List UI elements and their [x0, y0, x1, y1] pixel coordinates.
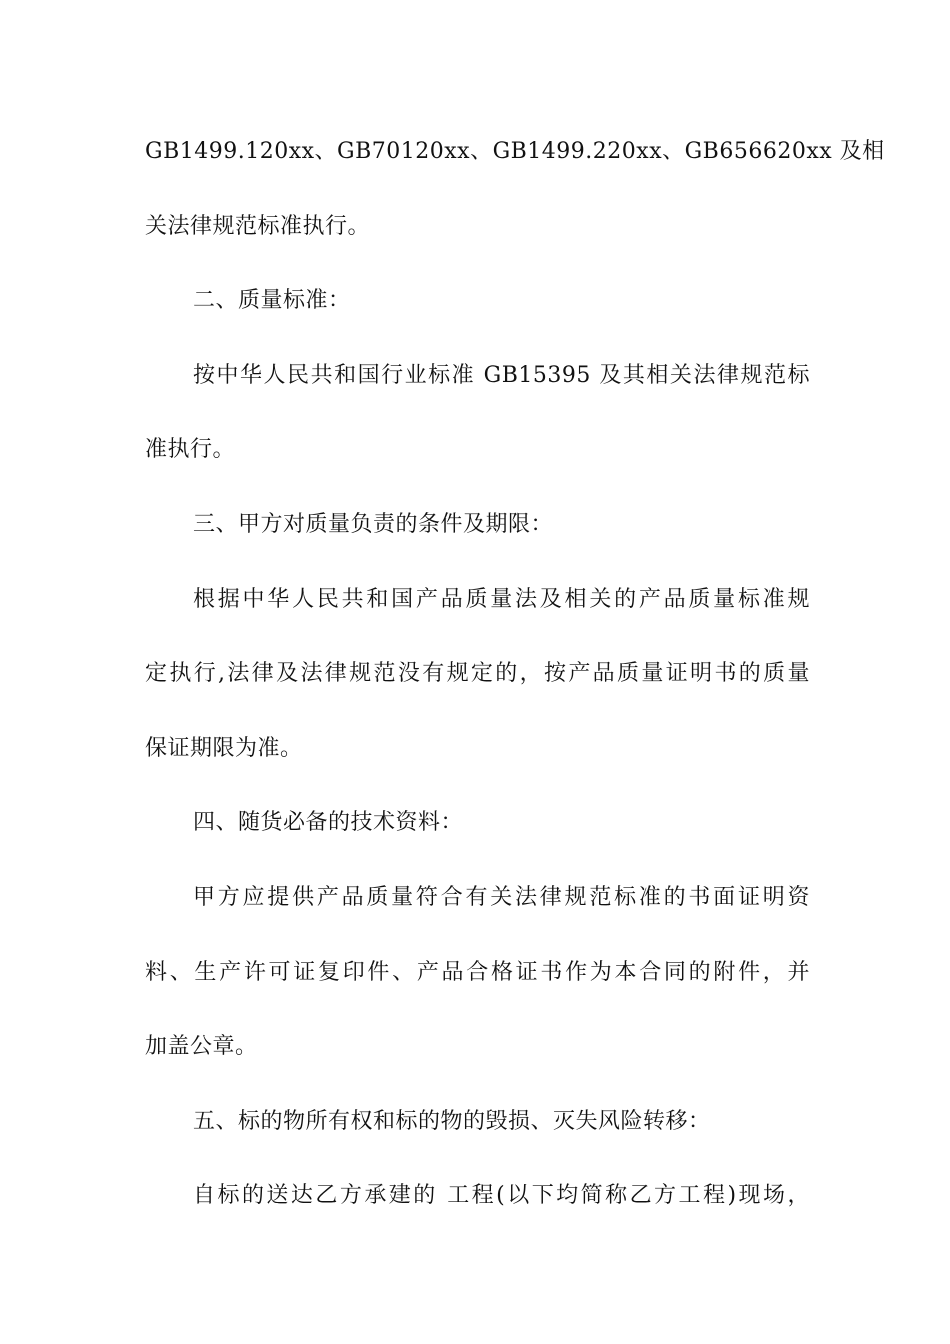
section-heading-ownership-risk: 五、标的物所有权和标的物的毁损、灭失风险转移：: [193, 1108, 711, 1134]
text-line-1: GB1499.120xx、GB70120xx、GB1499.220xx、GB656620xx 及相: [145, 139, 885, 164]
text-line-4: 按中华人民共和国行业标准 GB15395 及其相关法律规范标: [193, 362, 810, 388]
section-heading-quality-standard: 二、质量标准：: [193, 288, 351, 314]
text-line-2: 关法律规范标准执行。: [145, 213, 371, 239]
text-line-11: 甲方应提供产品质量符合有关法律规范标准的书面证明资: [193, 884, 810, 910]
text-line-13: 加盖公章。: [145, 1034, 258, 1060]
section-heading-responsibility: 三、甲方对质量负责的条件及期限：: [193, 511, 554, 537]
document-body: [145, 126, 885, 1245]
text-line-9: 保证期限为准。: [145, 735, 303, 761]
section-heading-technical-docs: 四、随货必备的技术资料：: [193, 810, 464, 836]
text-line-5: 准执行。: [145, 437, 236, 463]
text-line-8: 定执行,法律及法律规范没有规定的，按产品质量证明书的质量: [145, 661, 810, 687]
text-line-12: 料、生产许可证复印件、产品合格证书作为本合同的附件，并: [145, 959, 810, 985]
text-line-15: 自标的送达乙方承建的 工程(以下均简称乙方工程)现场，: [193, 1183, 810, 1209]
text-line-7: 根据中华人民共和国产品质量法及相关的产品质量标准规: [193, 586, 810, 612]
